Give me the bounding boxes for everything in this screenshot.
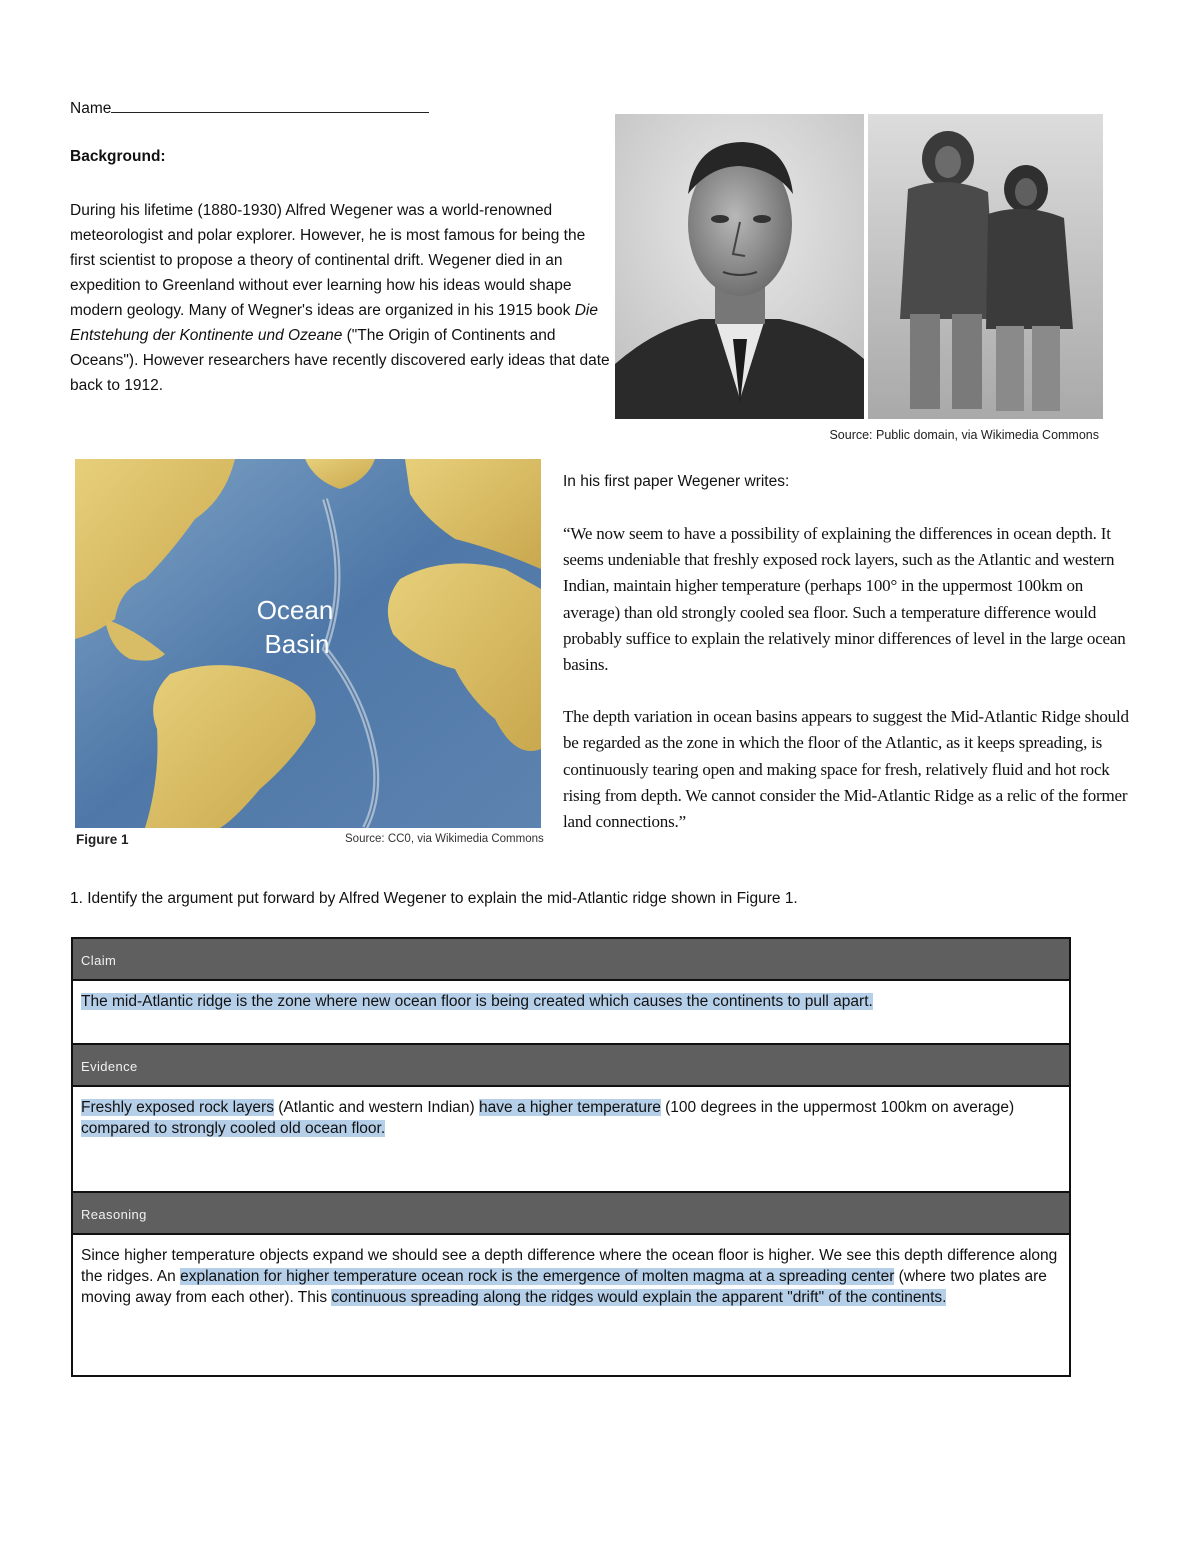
background-heading: Background: xyxy=(70,148,166,165)
ocean-basin-map xyxy=(75,459,541,828)
map-label-basin: Basin xyxy=(264,629,330,659)
evidence-highlight-2: have a higher temperature xyxy=(479,1099,661,1116)
reasoning-text-2: (where two plates are moving away from each other). This xyxy=(81,1268,1047,1306)
claim-answer-box[interactable] xyxy=(73,981,1069,1043)
background-text-part1: During his lifetime (1880-1930) Alfred Wegener was a world-renowned meteorologist and polar explorer. However, he is most famous for being the first scientist to propose a theory of continental drift. Wegener died in an expedition to Greenland without ever learning how his ideas would shape modern geology. Many of Wegner's ideas are organized in his 1915 book xyxy=(70,202,586,319)
background-text-part2: ("The Origin of Continents and Oceans"). However researchers have recently discovered early ideas that date back to 1912. xyxy=(70,327,610,394)
question-1: 1. Identify the argument put forward by Alfred Wegener to explain the mid-Atlantic ridge shown in Figure 1. xyxy=(70,890,798,907)
background-paragraph xyxy=(70,198,610,398)
claim-header: Claim xyxy=(73,939,1069,981)
reasoning-header: Reasoning xyxy=(73,1191,1069,1235)
evidence-answer-box[interactable] xyxy=(73,1087,1069,1191)
name-field[interactable] xyxy=(70,98,429,118)
reasoning-text-1: Since higher temperature objects expand we should see a depth difference where the ocean floor is higher. We see this depth difference along the ridges. An xyxy=(81,1247,1058,1285)
figure-source: Source: CC0, via Wikimedia Commons xyxy=(345,833,544,845)
map-label-ocean: Ocean xyxy=(256,595,334,625)
expedition-photo xyxy=(868,114,1103,419)
evidence-text-1: (Atlantic and western Indian) xyxy=(273,1099,480,1116)
name-blank-line[interactable] xyxy=(111,98,429,113)
wegener-portrait-photo xyxy=(615,114,864,419)
evidence-header: Evidence xyxy=(73,1043,1069,1087)
evidence-highlight-1: Freshly exposed rock layers xyxy=(81,1099,274,1116)
reasoning-highlight-2: continuous spreading along the ridges would explain the apparent "drift" of the continents. xyxy=(331,1289,947,1306)
reasoning-answer-box[interactable] xyxy=(73,1235,1069,1375)
quote-paragraph-1: “We now seem to have a possibility of explaining the differences in ocean depth. It seems undeniable that freshly exposed rock layers, such as the Atlantic and western Indian, maintain higher temperature (perhaps 100° in the uppermost 100km on average) than old strongly cooled sea floor. Such a temperature difference would probably suffice to explain the relatively minor differences of level in the large ocean basins. xyxy=(563,524,1126,675)
quote-intro: In his first paper Wegener writes: xyxy=(563,473,790,490)
reasoning-highlight-1: explanation for higher temperature ocean rock is the emergence of molten magma at a spreading center xyxy=(180,1268,895,1285)
evidence-text-2: (100 degrees in the uppermost 100km on average) xyxy=(660,1099,1015,1116)
name-label: Name xyxy=(70,100,112,117)
cer-table xyxy=(71,937,1071,1377)
evidence-highlight-3: compared to strongly cooled old ocean floor. xyxy=(81,1120,386,1137)
quote-paragraph-2: The depth variation in ocean basins appears to suggest the Mid-Atlantic Ridge should be regarded as the zone in which the floor of the Atlantic, as it keeps spreading, is continuously tearing open and making space for fresh, relatively fluid and hot rock rising from depth. We cannot consider the Mid-Atlantic Ridge as a relic of the former land connections.” xyxy=(563,707,1129,832)
book-title: Die Entstehung der Kontinente und Ozeane xyxy=(70,302,598,344)
figure-label: Figure 1 xyxy=(76,832,129,847)
photos-caption: Source: Public domain, via Wikimedia Commons xyxy=(829,428,1099,442)
claim-text: The mid-Atlantic ridge is the zone where new ocean floor is being created which causes the continents to pull apart. xyxy=(81,993,873,1010)
wegener-quote xyxy=(563,521,1143,861)
